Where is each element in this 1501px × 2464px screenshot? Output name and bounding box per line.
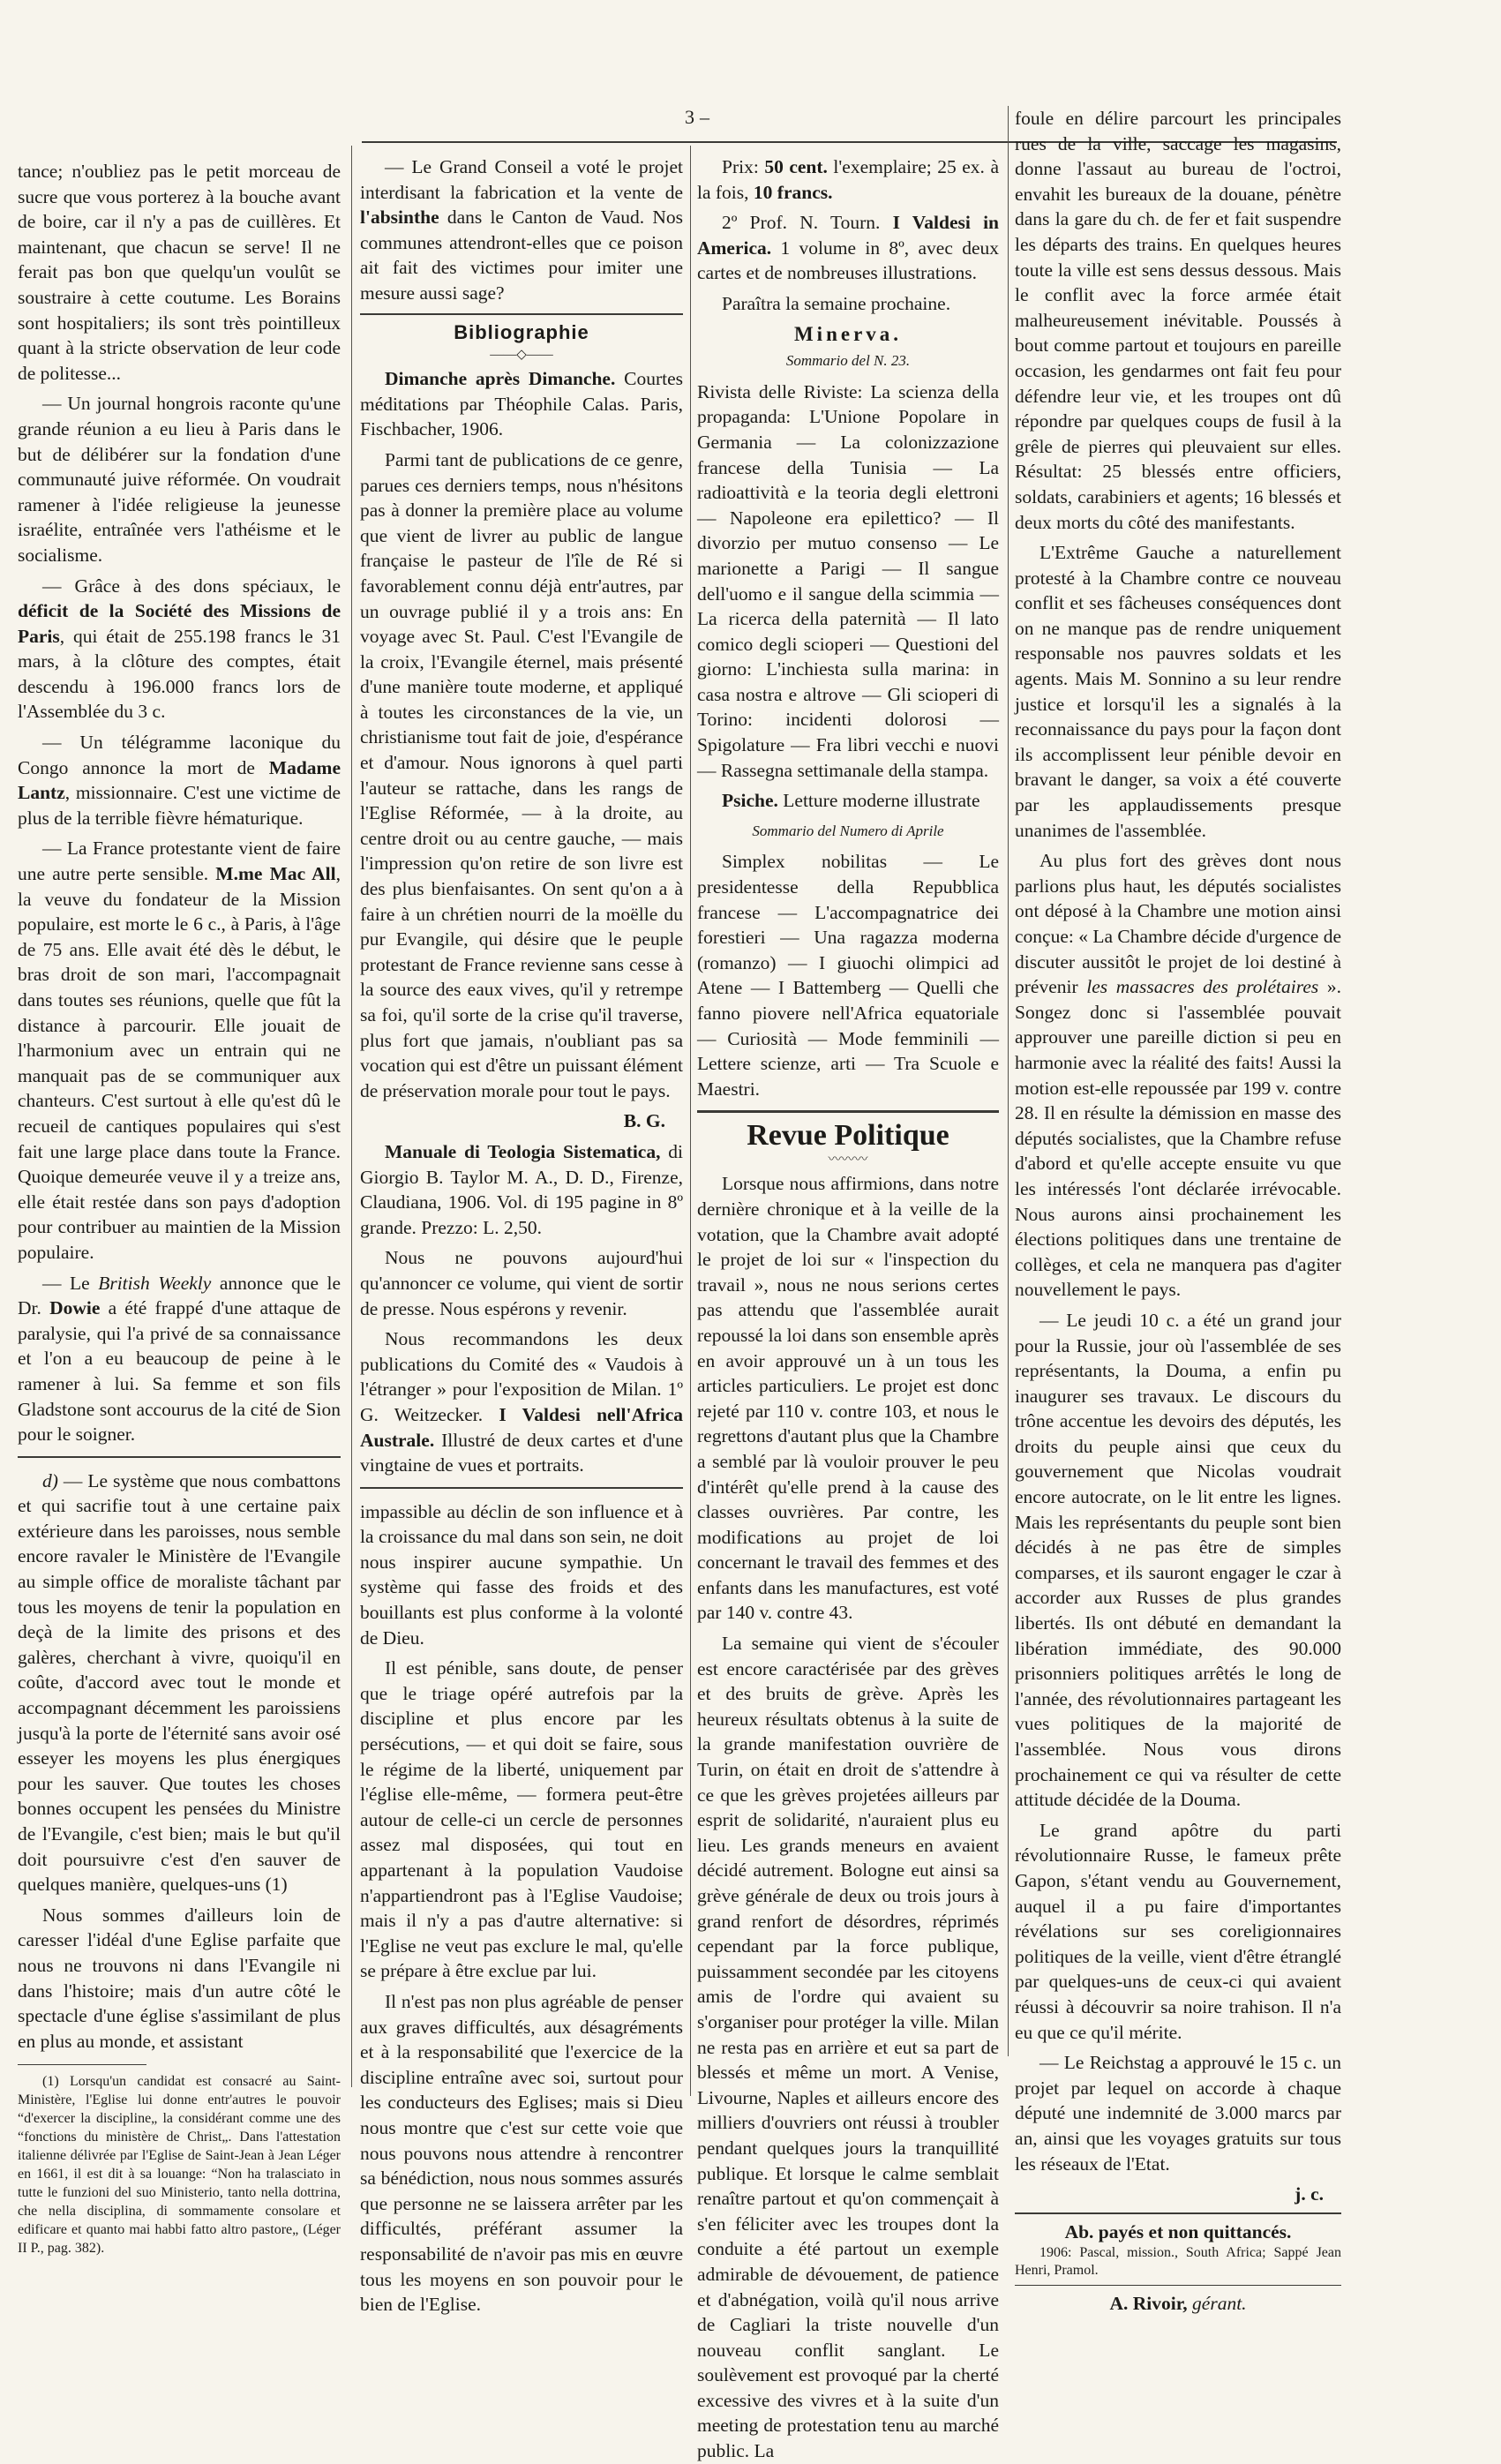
paragraph: — Le jeudi 10 c. a été un grand jour pour la Russie, jour où l'assemblée de ses représentants, la Douma, a enfin pu inaugurer ses travaux. Le discours du trône accentue les devoirs des députés, les droits du peuple ainsi que ceux du gouvernement que Nicolas voudrait encore autocrate, on le lit entre les lignes. Mais les représentants du peuple sont bien décidés à ne pas être de simples comparses, et ils sauront engager le czar à accorder aux Russes de plus grandes libertés. Ils ont débuté en demandant la libération immédiate, des 90.000 prisonniers politiques arrêtés le long de l'année, des révolutionnaires partageant les vues politiques de la majorité de l'assemblée. Nous vous dirons prochainement ce qui va résulter de cette attitude décidée de la Douma. (1015, 1309, 1341, 1811)
paragraph: impassible au déclin de son influence et à la croissance du mal dans son sein, ne doit nous inspirer aucune sympathie. Un système qui fasse des froids et des bouillants est plus conforme à la volonté de Dieu. (360, 1500, 683, 1649)
paragraph: Il n'est pas non plus agréable de penser aux graves difficultés, aux désagréments et à la responsabilité que l'exercice de la discipline entraîne avec soi, surtout pour les conducteurs des Eglises; mais si Dieu nous montre que c'est sur cette voie que nous pouvons nous attendre à rencontrer sa bénédiction, nous nous sommes assurés que personne ne se laissera arrêter par les difficultés, préférant assumer la responsabilité de n'avoir pas mis en œuvre tous les moyens en son pouvoir pour le bien de l'Eglise. (360, 1990, 683, 2316)
section-rule (18, 1456, 341, 1458)
column-4 (1015, 106, 1342, 2315)
book-entry: Manuale di Teologia Sistematica, di Giorgio B. Taylor M. A., D. D., Firenze, Claudiana, 1906. Vol. di 195 pagine in 8º grande. Prezzo: L. 2,50. (360, 1140, 683, 1238)
paragraph: Le grand apôtre du parti révolutionnaire Russe, le fameux prête Gapon, s'étant vendu au Gouvernement, auquel il a pu faire d'importantes révélations sur ses coreligionnaires politiques de la veille, vient d'être étranglé par quelques-uns de ceux-ci qui avaient réussi à découvrir sa noire trahison. Il n'a eu que ce qu'il mérite. (1015, 1819, 1341, 2043)
paragraph: Il est pénible, sans doute, de penser que le triage opéré autrefois par la discipline et plus encore par les persécutions, — et qui doit se faire, sous le régime de la liberté, uniquement par l'église elle-même, — formera peut-être autour de celle-ci un cercle de personnes assez mal disposées, qui tout en appartenant à la population Vaudoise n'appartiendront pas à l'Eglise Vaudoise; mais il n'y a pas d'autre alternative: si l'Eglise ne veut pas exclure le mal, qu'elle se prépare à être exclue par lui. (360, 1657, 683, 1982)
paragraph: foule en délire parcourt les principales rues de la ville, saccage les magasins, donne l'assaut au bureau de l'octroi, envahit les bureaux de la douane, pénètre dans la gare du ch. de fer et fait suspendre les départs des trains. En quelques heures toute la ville est sens dessus dessous. Mais le conflit avec la force armée était malheureusement inévitable. Poussés à bout comme partout et toujours en pareille occasion, les gendarmes ont fait feu pour défendre leur vie, et les troupes ont dû répondre par quelques coups de fusil à la grêle de pierres qui pleuvaient sur elles. Résultat: 25 blessés entre officiers, soldats, carabiniers et agents; 16 blessés et deux morts du côté des manifestants. (1015, 108, 1341, 533)
paragraph: Paraîtra la semaine prochaine. (722, 292, 951, 314)
paragraph: — Le Grand Conseil a voté le projet interdisant la fabrication et la vente de l'absinthe dans le Canton de Vaud. Nos communes attendront-elles que ce poison ait fait des victimes pour imiter une mesure aussi sage? (360, 156, 683, 304)
column-divider (351, 146, 352, 2087)
page-number: 3 – (685, 106, 709, 128)
minerva-heading: Minerva. (793, 322, 903, 345)
subscriptions-list: 1906: Pascal, mission., South Africa; Sappé Jean Henri, Pramol. (1015, 2245, 1341, 2279)
paragraph: — Un journal hongrois raconte qu'une grande réunion a eu lieu à Paris dans le but de délibérer sur la fondation d'une communauté juive réformée. On voudrait ramener à l'idée religieuse la jeunesse israélite, entraînée vers l'athéisme et le socialisme. (18, 393, 341, 566)
column-2 (360, 154, 684, 2316)
signature: B. G. (623, 1110, 665, 1132)
column-divider (1008, 106, 1009, 2056)
paragraph: — Le Reichstag a approuvé le 15 c. un projet par lequel on accorde à chaque député une indemnité de 3.000 marcs par an, ainsi que les voyages gratuits sur tous les réseaux de l'Etat. (1015, 2052, 1341, 2175)
paragraph: d) — Le système que nous combattons et qui sacrifie tout à une certaine paix extérieure dans les paroisses, nous semble encore ravaler le Ministère de l'Evangile au simple office de moraliste tâchant par tous les moyens de tenir la population en deçà de la limite des prisons et des galères, cherchant à vivre, quoiqu'il en coûte, d'accord avec tout le monde et accompagnant décemment les paroissiens jusqu'à la porte de l'éternité sans avoir osé esseyer les moyens les plus énergiques pour les sauver. Que toutes les choses bonnes occupent les pensées du Ministre de l'Evangile, c'est bien; mais le but qu'il doit poursuivre c'est d'en sauver de quelques manière, quelques-uns (1) (18, 1469, 341, 1896)
section-rule (360, 1487, 683, 1489)
paragraph: tance; n'oubliez pas le petit morceau de sucre que vous porterez à la bouche avant de boire, car il n'y a pas de cuillères. Et maintenant, que chacun se serve! Il ne ferait pas bon que quelqu'un voulût se soustraire à cette coutume. Les Borains sont hospitaliers; ils sont très pointilleux quant à la stricte observation de leur code de politesse... (18, 161, 341, 384)
paragraph: Nous sommes d'ailleurs loin de caresser l'idéal d'une Eglise parfaite que nous ne trouvons ni dans l'Evangile ni dans l'histoire; mais d'un autre côté le spectacle d'une église s'assimilant de plus en plus au monde, et assistant (18, 1904, 341, 2052)
paragraph: — Un télégramme laconique du Congo annonce la mort de Madame Lantz, missionnaire. C'est une victime de plus de la terrible fièvre hématurique. (18, 732, 341, 829)
paragraph: Au plus fort des grèves dont nous parlions plus haut, les députés socialistes ont déposé à la Chambre une motion ainsi conçue: « La Chambre décide d'urgence de discuter aussitôt le projet de loi destiné à prévenir les massacres des prolétaires ». Songez donc si l'assemblée pouvait approuver une pareille diction si peu en harmonie avec la réalité des faits! Aussi la motion est-elle repoussée par 199 v. contre 28. Il en résulte la démission en masse des députés socialistes, que la Chambre refuse d'abord et qu'elle accepte ensuite vu que les intéressés l'ont déclarée irrévocable. Nous aurons ainsi prochainement les élections politiques dans une trentaine de collèges, et cela ne manquera pas d'agiter nouvellement le pays. (1015, 850, 1342, 1301)
paragraph: Parmi tant de publications de ce genre, parues ces derniers temps, nous n'hésitons pas à donner la première place au volume que vient de livrer au public de langue française le pasteur de l'île de Ré si favorablement connu déjà entr'autres, par un ouvrage publié il y a trois ans: En voyage avec St. Paul. C'est l'Evangile de la croix, l'Evangile éternel, mais présenté d'une manière toute moderne, et appliqué à toutes les circonstances de la vie, un christianisme tout fait de joie, d'espérance et d'amour. Nous ignorons à quel parti l'auteur se rattache, dans les rangs de l'Eglise Réformée, — à la droite, au centre droit ou au centre gauche, — mais l'impression qu'on retire de son livre est des plus bienfaisantes. On sent qu'on a à faire à un chrétien nourri de la moëlle du pur Evangile, qui désire que le peuple protestant de France revienne sans cesse à la source des eaux vives, qu'il y retrempe sa foi, qu'il sorte de la crise qu'il traverse, plus fort que jamais, n'oubliant pas sa vocation qui est d'être un puissant élément de préservation morale pour tout le pays. (360, 448, 683, 1101)
footnote-rule (18, 2064, 146, 2065)
footnote: (1) Lorsqu'un candidat est consacré au Saint-Ministère, l'Eglise lui donne entr'autres le pouvoir “d'exercer la discipline„ la considérant comme une des “fonctions du ministère de Christ„. Dans l'attestation italienne délivrée par l'Eglise de Saint-Jean à Jean Léger en 1661, il est dit à sa louange: “Non ha tralasciato in tutte le funzioni del suo Ministerio, tanto nella dottrina, che nella disciplina, di sommamente consolare et edificare et quanto mai habbi fatto altro pastore„ (Léger II P., pag. 382). (18, 2074, 341, 2257)
column-1 (18, 159, 341, 2257)
paragraph: Nous recommandons les deux publications du Comité des « Vaudois à l'étranger » pour l'exposition de Milan. 1º G. Weitzecker. I Valdesi nell'Africa Australe. Illustré de deux cartes et d'une vingtaine de vues et portraits. (360, 1328, 684, 1476)
paragraph: Lorsque nous affirmions, dans notre dernière chronique et à la veille de la votation, que la Chambre avait adopté le projet de loi sur « l'inspection du travail », nous ne nous serions certes pas attendu que l'assemblée aurait repoussé la loi dans son ensemble après en avoir approuvé un à un tous les articles particuliers. Le projet est donc rejeté par 110 v. contre 103, et nous le regrettons d'autant plus que la Chambre a semblé par là vouloir prouver le peu d'intérêt qu'elle prend à la cause des classes ouvrières. Par contre, les modifications au projet de loi concernant le travail des femmes et des enfants dans les manufactures, est voté par 140 v. contre 43. (697, 1173, 999, 1624)
section-rule (360, 313, 683, 315)
section-heading-bibliographie: Bibliographie (454, 320, 589, 343)
gerant-line: A. Rivoir, gérant. (1109, 2293, 1247, 2315)
paragraph: 2º Prof. N. Tourn. I Valdesi in America. 1 volume in 8º, avec deux cartes et de nombreuses illustrations. (697, 212, 999, 284)
paragraph: Nous ne pouvons aujourd'hui qu'annoncer ce volume, qui vient de sortir de presse. Nous espérons y revenir. (360, 1247, 683, 1319)
revue-politique-heading: Revue Politique (747, 1119, 949, 1153)
ornament: ——◇—— (490, 348, 553, 363)
paragraph: — La France protestante vient de faire une autre perte sensible. M.me Mac All, la veuve du fondateur de la Mission populaire, est morte le 6 c., à Paris, à l'âge de 75 ans. Elle avait été dès le début, le bras droit de son mari, l'accompagnait dans toutes ses réunions, quelle que fût la distance à parcourir. Elle jouait de l'harmonium avec un entrain qui ne manquait pas de se communiquer aux chanteurs. C'est surtout à elle qu'est dû le recueil de cantiques populaires qui s'est fait une large place dans toute la France. Quoique demeurée veuve il y a treize ans, elle était restée dans son pays d'adoption pour contribuer au maintien de la Mission populaire. (18, 838, 341, 1263)
book-entry: Dimanche après Dimanche. Courtes méditations par Théophile Calas. Paris, Fischbacher, 1906. (360, 368, 683, 440)
section-rule (697, 1110, 999, 1113)
paragraph: L'Extrême Gauche a naturellement protesté à la Chambre contre ce nouveau conflit et ses fâcheuses conséquences dont on ne manque pas de rendre uniquement responsable nos pauvres soldats et les agents. Mais M. Sonnino a su leur rendre justice et lorsqu'il les a signalés à la reconnaissance du pays pour la façon dont ils accomplissent leur pénible devoir en bravant le danger, sa voix a été couverte par les applaudissements presque unanimes de l'assemblée. (1015, 542, 1341, 841)
paragraph: Prix: 50 cent. l'exemplaire; 25 ex. à la fois, 10 francs. (697, 156, 999, 203)
ornament: 〰〰〰 (828, 1153, 868, 1168)
paragraph: Simplex nobilitas — Le presidentesse della Repubblica francese — L'accompagnatrice dei forestieri — Una ragazza moderna (romanzo) — I giuochi olimpici ad Atene — I Battemberg — Quelli che fanno piovere nell'Africa equatoriale — Curiosità — Mode femminili — Lettere scienze, arti — Tra Scuole e Maestri. (697, 851, 999, 1100)
signature: j. c. (1295, 2183, 1324, 2205)
minerva-subheading: Sommario del N. 23. (785, 352, 911, 370)
paragraph: — Le British Weekly annonce que le Dr. Dowie a été frappé d'une attaque de paralysie, qui l'a privé de sa connaissance et l'on a eu beaucoup de peine à le ramener à lui. Sa femme et son fils Gladstone sont accourus de la cité de Sion pour le soigner. (18, 1272, 341, 1446)
column-3 (697, 154, 999, 2462)
subscriptions-heading: Ab. payés et non quittancés. (1064, 2220, 1292, 2242)
paragraph: Rivista delle Riviste: La scienza della propaganda: L'Unione Popolare in Germania — La colonizzazione francese della Tunisia — La radioattività e la teoria degli elettroni — Napoleone era epilettico? — Il divorzio per mutuo consenso — Le marionette a Parigi — Il sangue dell'uomo e il sangue della scimmia — La ricerca della paternità — Il lato comico degli scioperi — Questioni del giorno: L'inchiesta sulla marina: in casa nostra e altrove — Gli scioperi di Torino: incidenti dolorosi — Spigolature — Fra libri vecchi e nuovi — Rassegna settimanale della stampa. (697, 380, 999, 781)
paragraph: La semaine qui vient de s'écouler est encore caractérisée par des grèves et des bruits de grève. Après les heureux résultats obtenus à la suite de la grande manifestation ouvrière de Turin, on était en droit de s'attendre à ce que les grèves projetées ailleurs par esprit de solidarité, n'auraient plus eu lieu. Les grands meneurs en avaient décidé autrement. Bologne eut ainsi sa grève générale de deux ou trois jours à grand renfort de désordres, réprimés cependant par la force publique, puissamment secondée par les citoyens amis de l'ordre qui avaient su s'organiser pour protéger la ville. Milan ne resta pas en arrière et eut sa part de blessés et même un mort. A Venise, Livourne, Naples et ailleurs encore des milliers d'ouvriers ont réussi à troubler pendant quelques jours la tranquillité publique. Et lorsque le calme semblait renaître partout et qu'on commençait à s'en féliciter avec les troupes dont la conduite a été partout un exemple admirable de dévouement, de patience et d'abnégation, voilà qu'il nous arrive de Cagliari la triste nouvelle d'un nouveau conflit sanglant. Le soulèvement est provoqué par la cherté excessive des vivres et à la suite d'un meeting de protestation tenu au marché public. La (697, 1633, 999, 2462)
section-rule (1015, 2212, 1341, 2214)
paragraph: — Grâce à des dons spéciaux, le déficit de la Société des Missions de Paris, qui était de 255.198 francs le 31 mars, à la clôture des comptes, était descendu à 196.000 francs lors de l'Assemblée du 3 c. (18, 575, 341, 723)
column-divider (690, 146, 691, 2096)
paragraph: Psiche. Letture moderne illustrate (722, 790, 980, 812)
section-rule (1015, 2285, 1341, 2286)
psiche-subheading: Sommario del Numero di Aprile (752, 822, 944, 839)
